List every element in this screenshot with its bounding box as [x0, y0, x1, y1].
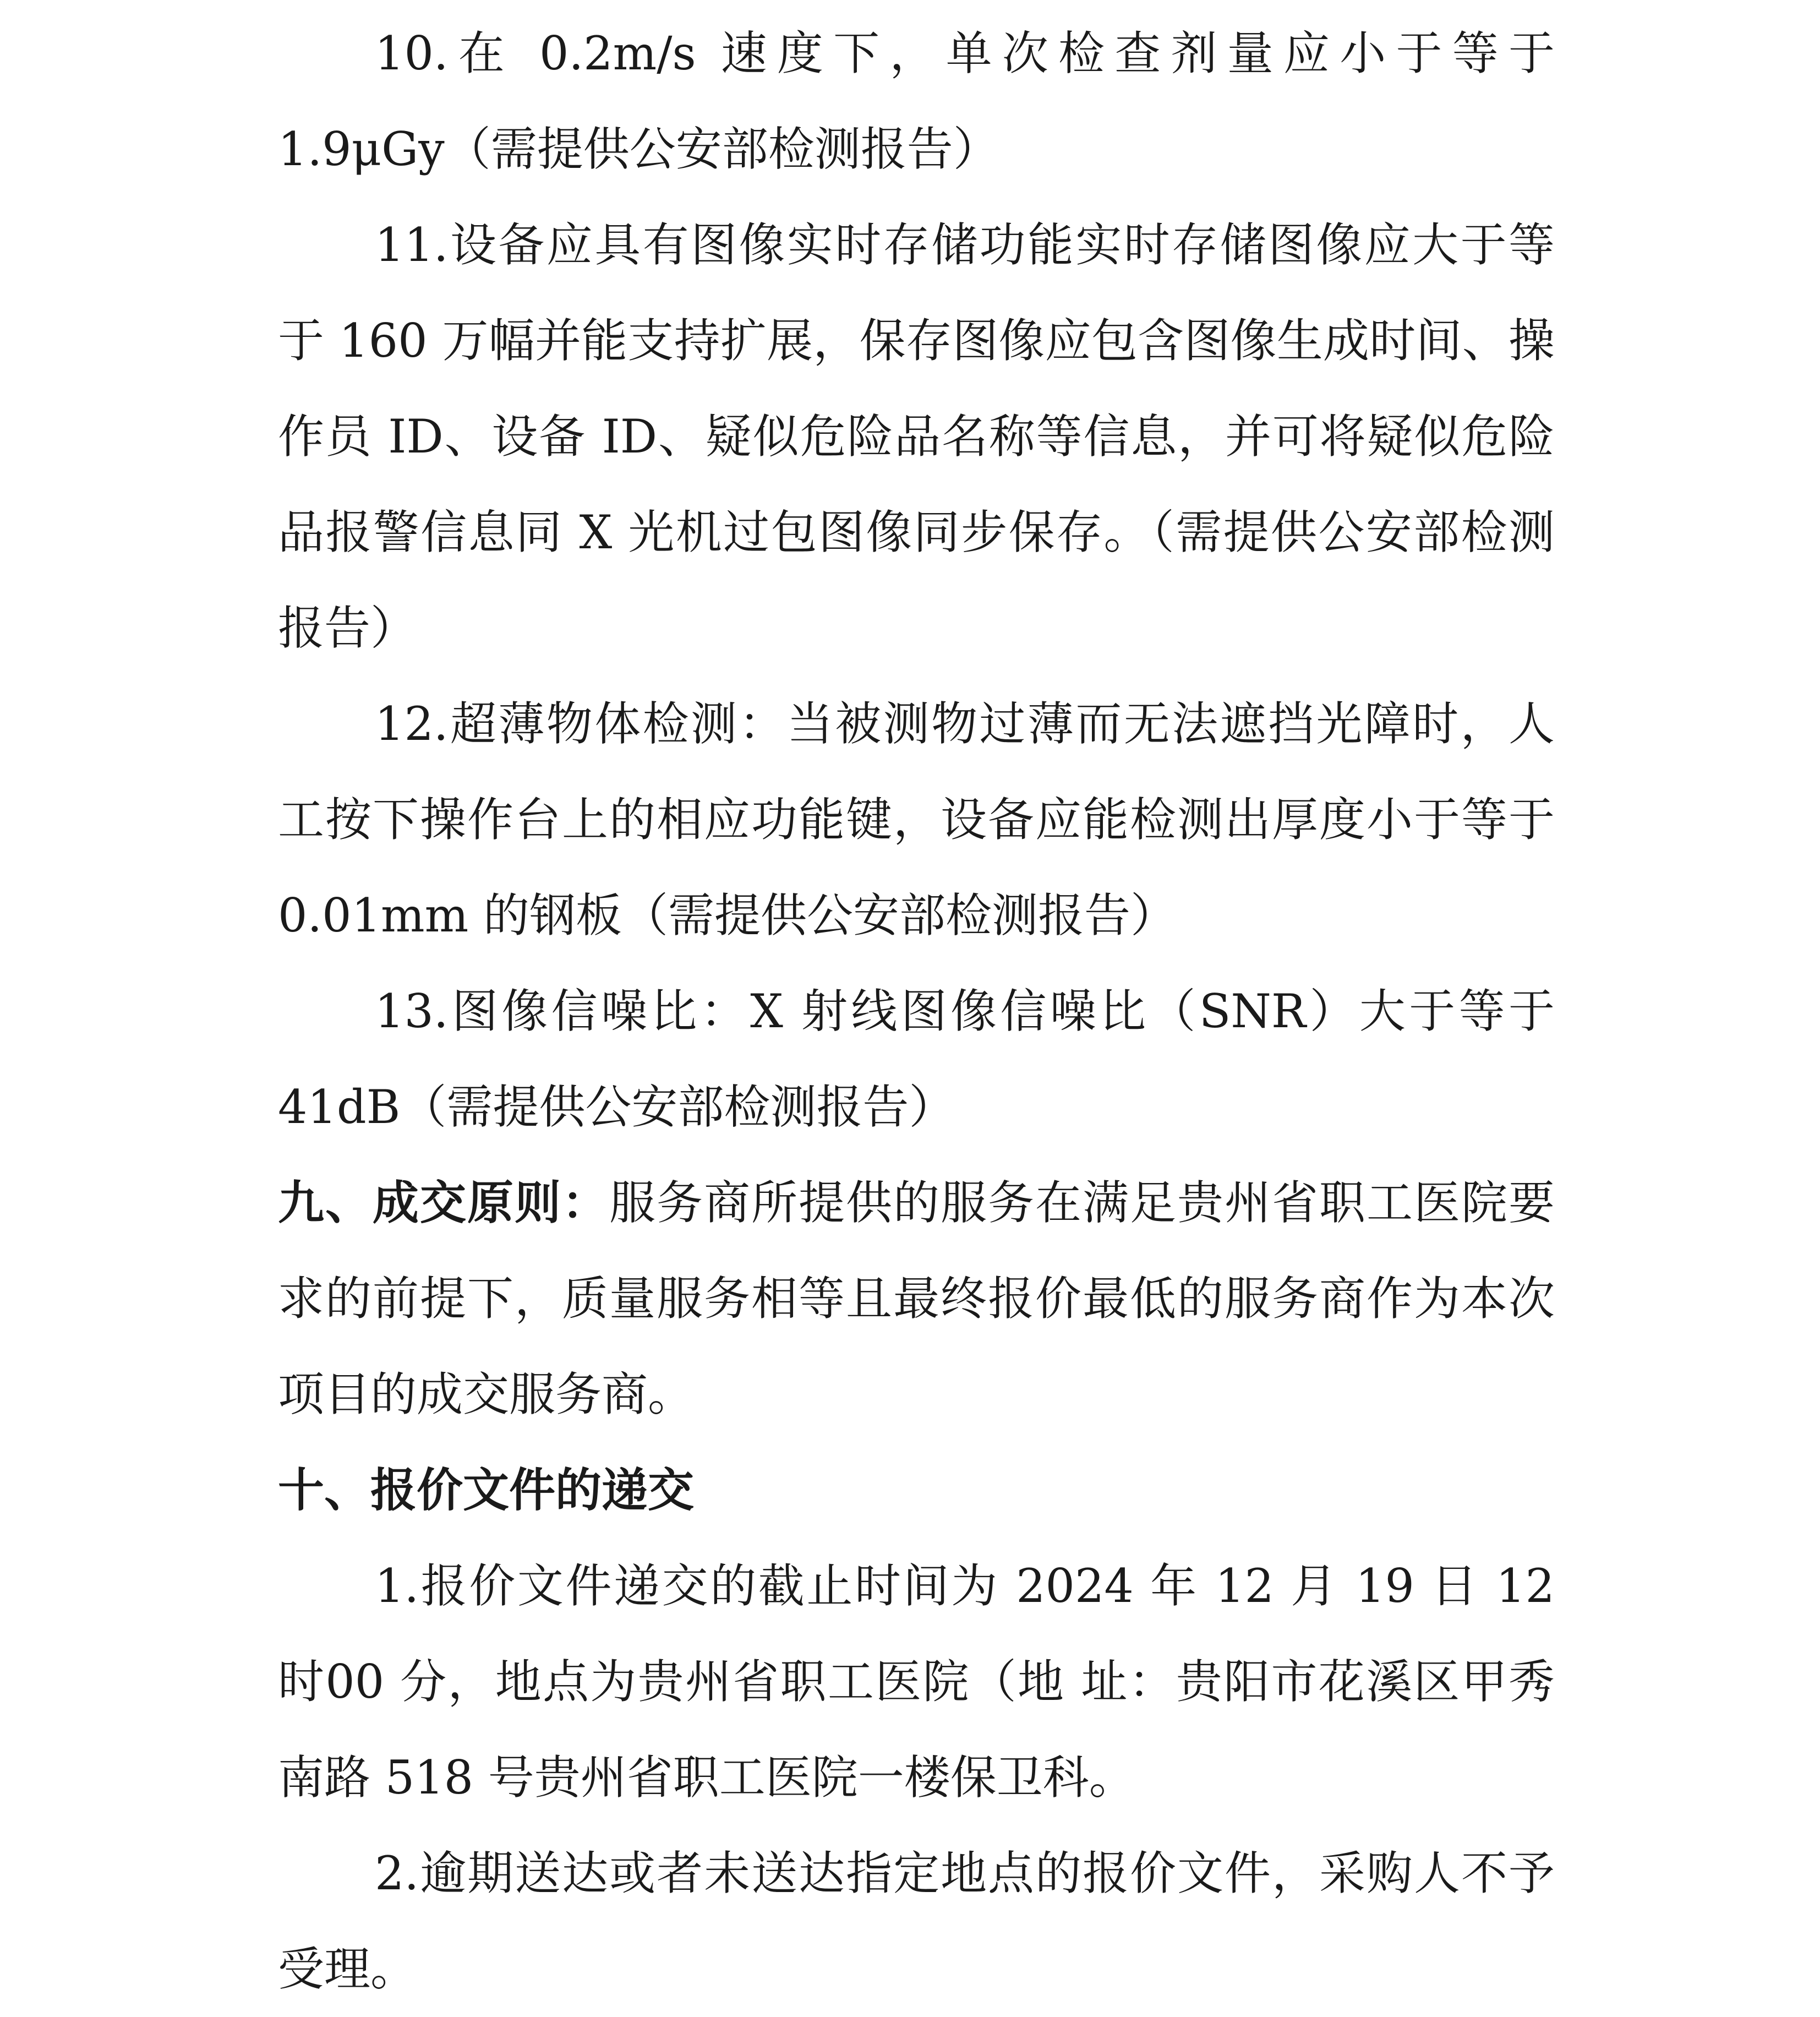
item-11-paragraph: 11.设备应具有图像实时存储功能实时存储图像应大于等于 160 万幅并能支持扩展，保存图像应包含图像生成时间、操作员 ID、设备 ID、疑似危险品名称等信息，并可将疑似危险品报警信息同 X 光机过包图像同步保存。（需提供公安部检测报告） [278, 218, 1555, 655]
section-9-body: 服务商所提供的服务在满足贵州省职工医院要求的前提下，质量服务相等且最终报价最低的服务商作为本次项目的成交服务商。 [278, 1176, 1555, 1421]
section-10-heading: 十、报价文件的递交 [278, 1463, 695, 1517]
section-9-paragraph [278, 1155, 1555, 1442]
item-12-paragraph: 12.超薄物体检测：当被测物过薄而无法遮挡光障时，人工按下操作台上的相应功能键，设备应能检测出厚度小于等于 0.01mm 的钢板（需提供公安部检测报告） [278, 697, 1555, 942]
section-10-item-1: 1.报价文件递交的截止时间为 2024 年 12 月 19 日 12 时00 分，地点为贵州省职工医院（地 址：贵阳市花溪区甲秀南路 518 号贵州省职工医院一楼保卫科。 [278, 1559, 1555, 1805]
section-9-heading: 九、成交原则： [278, 1175, 609, 1230]
item-10-paragraph: 10.在 0.2m/s 速度下，单次检查剂量应小于等于 1.9μGy（需提供公安部检测报告） [278, 26, 1555, 176]
item-13-paragraph: 13.图像信噪比：X 射线图像信噪比（SNR）大于等于 41dB（需提供公安部检测报告） [278, 984, 1555, 1134]
document-page [278, 6, 1555, 2017]
section-10-item-2: 2.逾期送达或者未送达指定地点的报价文件，采购人不予受理。 [278, 1846, 1555, 1996]
